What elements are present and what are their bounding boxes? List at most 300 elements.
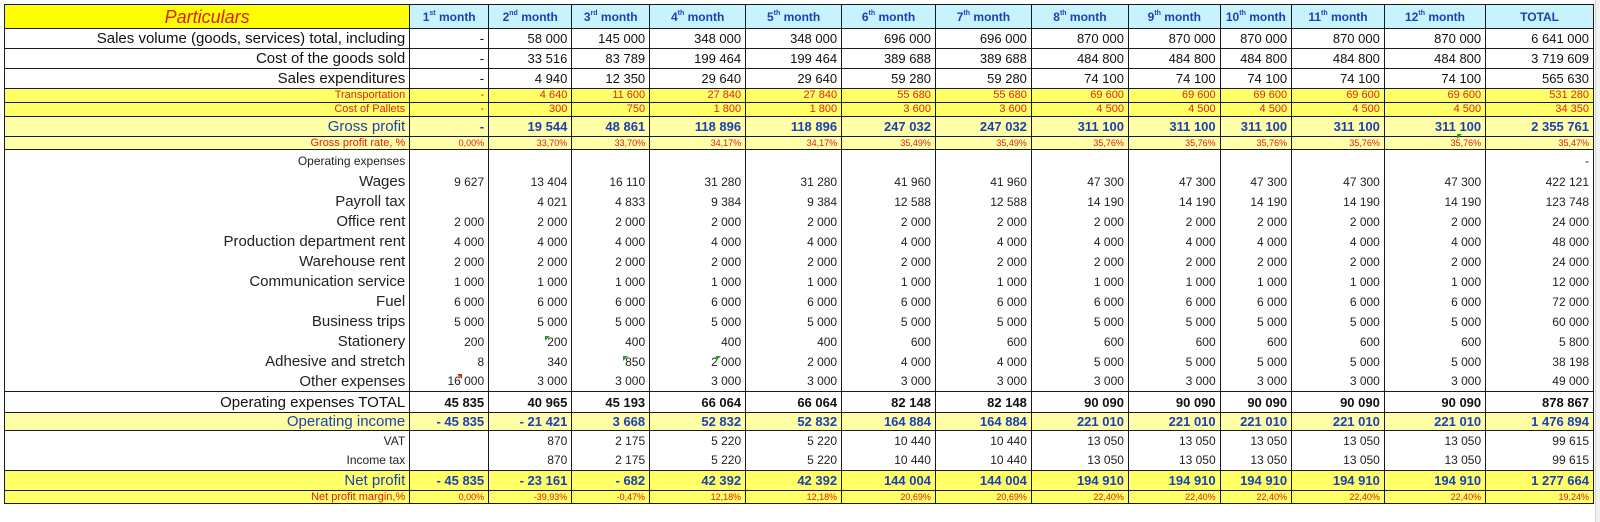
cell-month-10[interactable]: 90 090	[1220, 392, 1291, 413]
cell-month-8[interactable]: 14 190	[1031, 192, 1128, 212]
cell-month-3[interactable]: 750	[572, 103, 650, 117]
cell-month-3[interactable]: 850	[572, 352, 650, 372]
cell-total[interactable]: 878 867	[1486, 392, 1594, 413]
cell-month-2[interactable]: 2 000	[489, 252, 572, 272]
cell-month-5[interactable]: 6 000	[746, 292, 842, 312]
cell-month-2[interactable]: 870	[489, 431, 572, 451]
cell-month-8[interactable]: 6 000	[1031, 292, 1128, 312]
cell-month-9[interactable]: 3 000	[1128, 372, 1220, 392]
cell-month-9[interactable]: 5 000	[1128, 312, 1220, 332]
row-label[interactable]: Net profit	[5, 471, 410, 491]
cell-month-12[interactable]: 484 800	[1384, 49, 1485, 69]
cell-month-2[interactable]: 58 000	[489, 29, 572, 49]
cell-month-2[interactable]: -39,93%	[489, 491, 572, 504]
cell-month-10[interactable]: 870 000	[1220, 29, 1291, 49]
cell-month-1[interactable]: 4 000	[410, 232, 489, 252]
cell-month-9[interactable]: 5 000	[1128, 352, 1220, 372]
cell-month-2[interactable]: 13 404	[489, 172, 572, 192]
cell-month-7[interactable]: 35,49%	[935, 137, 1031, 150]
cell-month-1[interactable]: 2 000	[410, 252, 489, 272]
cell-month-4[interactable]: 348 000	[650, 29, 746, 49]
row-label[interactable]: Production department rent	[5, 232, 410, 252]
cell-month-6[interactable]: 247 032	[842, 117, 936, 137]
cell-month-9[interactable]: 870 000	[1128, 29, 1220, 49]
cell-month-7[interactable]: 10 440	[935, 431, 1031, 451]
cell-month-3[interactable]: - 682	[572, 471, 650, 491]
cell-month-5[interactable]: 348 000	[746, 29, 842, 49]
cell-month-3[interactable]: 12 350	[572, 69, 650, 89]
row-label[interactable]: Fuel	[5, 292, 410, 312]
header-month-8[interactable]	[1031, 5, 1128, 29]
cell-month-2[interactable]: 5 000	[489, 312, 572, 332]
cell-month-8[interactable]: 3 000	[1031, 372, 1128, 392]
row-label[interactable]: Net profit margin,%	[5, 491, 410, 504]
cell-month-6[interactable]: 696 000	[842, 29, 936, 49]
cell-month-5[interactable]: 2 000	[746, 352, 842, 372]
cell-month-3[interactable]: 48 861	[572, 117, 650, 137]
cell-month-1[interactable]: 16 000	[410, 372, 489, 392]
row-label[interactable]: Gross profit rate, %	[5, 137, 410, 150]
cell-month-3[interactable]: 400	[572, 332, 650, 352]
cell-month-6[interactable]: 10 440	[842, 451, 936, 471]
cell-month-6[interactable]: 55 680	[842, 89, 936, 103]
cell-month-12[interactable]: 74 100	[1384, 69, 1485, 89]
cell-month-7[interactable]	[935, 150, 1031, 172]
cell-month-1[interactable]: -	[410, 117, 489, 137]
cell-month-3[interactable]: 2 000	[572, 252, 650, 272]
cell-month-12[interactable]: 1 000	[1384, 272, 1485, 292]
cell-month-6[interactable]: 59 280	[842, 69, 936, 89]
cell-total[interactable]: 12 000	[1486, 272, 1594, 292]
cell-month-4[interactable]: 42 392	[650, 471, 746, 491]
cell-month-1[interactable]: -	[410, 89, 489, 103]
cell-month-8[interactable]: 74 100	[1031, 69, 1128, 89]
cell-month-4[interactable]: 1 800	[650, 103, 746, 117]
cell-month-12[interactable]: 221 010	[1384, 413, 1485, 431]
cell-month-6[interactable]: 600	[842, 332, 936, 352]
cell-month-9[interactable]: 22,40%	[1128, 491, 1220, 504]
cell-month-11[interactable]: 484 800	[1292, 49, 1385, 69]
cell-total[interactable]: 1 277 664	[1486, 471, 1594, 491]
cell-month-2[interactable]: 40 965	[489, 392, 572, 413]
cell-month-1[interactable]: 0,00%	[410, 491, 489, 504]
cell-month-11[interactable]: 221 010	[1292, 413, 1385, 431]
cell-month-3[interactable]: 4 000	[572, 232, 650, 252]
header-month-6[interactable]	[842, 5, 936, 29]
cell-month-7[interactable]: 1 000	[935, 272, 1031, 292]
cell-total[interactable]: 48 000	[1486, 232, 1594, 252]
cell-month-11[interactable]: 194 910	[1292, 471, 1385, 491]
cell-month-7[interactable]: 600	[935, 332, 1031, 352]
cell-month-12[interactable]: 2 000	[1384, 212, 1485, 232]
cell-month-4[interactable]: 2 000	[650, 212, 746, 232]
cell-month-12[interactable]: 5 000	[1384, 312, 1485, 332]
cell-month-2[interactable]	[489, 150, 572, 172]
cell-month-11[interactable]: 4 500	[1292, 103, 1385, 117]
cell-month-7[interactable]: 10 440	[935, 451, 1031, 471]
header-month-4[interactable]	[650, 5, 746, 29]
cell-month-4[interactable]: 2 000	[650, 252, 746, 272]
cell-month-9[interactable]: 221 010	[1128, 413, 1220, 431]
cell-month-4[interactable]: 52 832	[650, 413, 746, 431]
cell-month-7[interactable]: 696 000	[935, 29, 1031, 49]
cell-month-3[interactable]: 11 600	[572, 89, 650, 103]
cell-month-8[interactable]: 4 000	[1031, 232, 1128, 252]
cell-month-12[interactable]: 311 100	[1384, 117, 1485, 137]
cell-month-9[interactable]: 2 000	[1128, 252, 1220, 272]
cell-month-9[interactable]: 14 190	[1128, 192, 1220, 212]
cell-total[interactable]: 19,24%	[1486, 491, 1594, 504]
cell-month-6[interactable]: 82 148	[842, 392, 936, 413]
cell-month-7[interactable]: 20,69%	[935, 491, 1031, 504]
cell-month-1[interactable]: -	[410, 49, 489, 69]
cell-month-4[interactable]	[650, 150, 746, 172]
cell-month-12[interactable]: 22,40%	[1384, 491, 1485, 504]
cell-month-11[interactable]: 13 050	[1292, 451, 1385, 471]
cell-month-8[interactable]: 35,76%	[1031, 137, 1128, 150]
cell-month-4[interactable]: 199 464	[650, 49, 746, 69]
cell-month-10[interactable]: 14 190	[1220, 192, 1291, 212]
cell-month-6[interactable]: 4 000	[842, 232, 936, 252]
cell-month-9[interactable]: 4 000	[1128, 232, 1220, 252]
cell-month-10[interactable]: 69 600	[1220, 89, 1291, 103]
cell-month-10[interactable]: 1 000	[1220, 272, 1291, 292]
cell-month-7[interactable]: 12 588	[935, 192, 1031, 212]
cell-month-5[interactable]: 31 280	[746, 172, 842, 192]
header-month-10[interactable]	[1220, 5, 1291, 29]
cell-month-11[interactable]: 35,76%	[1292, 137, 1385, 150]
header-month-2[interactable]	[489, 5, 572, 29]
cell-month-11[interactable]	[1292, 150, 1385, 172]
cell-month-7[interactable]: 2 000	[935, 212, 1031, 232]
row-label[interactable]: Operating expenses	[5, 150, 410, 172]
cell-month-5[interactable]: 29 640	[746, 69, 842, 89]
cell-month-10[interactable]: 13 050	[1220, 451, 1291, 471]
cell-month-10[interactable]: 47 300	[1220, 172, 1291, 192]
cell-total[interactable]: -	[1486, 150, 1594, 172]
cell-month-6[interactable]: 5 000	[842, 312, 936, 332]
cell-month-4[interactable]: 29 640	[650, 69, 746, 89]
cell-month-6[interactable]: 12 588	[842, 192, 936, 212]
cell-month-9[interactable]: 484 800	[1128, 49, 1220, 69]
cell-month-10[interactable]	[1220, 150, 1291, 172]
cell-month-2[interactable]: - 21 421	[489, 413, 572, 431]
cell-month-3[interactable]: 83 789	[572, 49, 650, 69]
cell-month-4[interactable]: 31 280	[650, 172, 746, 192]
cell-month-11[interactable]: 3 000	[1292, 372, 1385, 392]
cell-month-7[interactable]: 3 000	[935, 372, 1031, 392]
cell-month-8[interactable]: 311 100	[1031, 117, 1128, 137]
cell-month-11[interactable]: 4 000	[1292, 232, 1385, 252]
cell-month-1[interactable]	[410, 192, 489, 212]
cell-month-8[interactable]: 5 000	[1031, 312, 1128, 332]
cell-month-12[interactable]: 870 000	[1384, 29, 1485, 49]
cell-month-11[interactable]: 6 000	[1292, 292, 1385, 312]
cell-month-3[interactable]	[572, 150, 650, 172]
cell-month-9[interactable]: 6 000	[1128, 292, 1220, 312]
cell-total[interactable]: 60 000	[1486, 312, 1594, 332]
cell-month-2[interactable]: 200	[489, 332, 572, 352]
cell-month-5[interactable]: 118 896	[746, 117, 842, 137]
cell-month-2[interactable]: 4 000	[489, 232, 572, 252]
cell-month-6[interactable]: 3 000	[842, 372, 936, 392]
cell-month-5[interactable]: 12,18%	[746, 491, 842, 504]
cell-total[interactable]: 72 000	[1486, 292, 1594, 312]
cell-month-1[interactable]: -	[410, 69, 489, 89]
row-label[interactable]: Payroll tax	[5, 192, 410, 212]
cell-month-4[interactable]: 27 840	[650, 89, 746, 103]
row-label[interactable]: Operating expenses TOTAL	[5, 392, 410, 413]
cell-month-6[interactable]: 20,69%	[842, 491, 936, 504]
cell-month-12[interactable]: 35,76%	[1384, 137, 1485, 150]
cell-month-9[interactable]: 1 000	[1128, 272, 1220, 292]
cell-month-4[interactable]: 5 220	[650, 431, 746, 451]
cell-month-11[interactable]: 14 190	[1292, 192, 1385, 212]
cell-month-1[interactable]: 9 627	[410, 172, 489, 192]
row-label[interactable]: Communication service	[5, 272, 410, 292]
cell-total[interactable]: 34 350	[1486, 103, 1594, 117]
cell-month-11[interactable]: 90 090	[1292, 392, 1385, 413]
cell-month-12[interactable]: 90 090	[1384, 392, 1485, 413]
cell-month-3[interactable]: 2 175	[572, 451, 650, 471]
cell-month-4[interactable]: 9 384	[650, 192, 746, 212]
row-label[interactable]: Wages	[5, 172, 410, 192]
cell-month-2[interactable]: 33 516	[489, 49, 572, 69]
cell-month-5[interactable]: 1 000	[746, 272, 842, 292]
cell-month-7[interactable]: 4 000	[935, 232, 1031, 252]
cell-month-6[interactable]: 41 960	[842, 172, 936, 192]
cell-month-9[interactable]: 74 100	[1128, 69, 1220, 89]
cell-month-4[interactable]: 400	[650, 332, 746, 352]
cell-month-10[interactable]: 2 000	[1220, 212, 1291, 232]
cell-total[interactable]: 38 198	[1486, 352, 1594, 372]
cell-month-8[interactable]: 1 000	[1031, 272, 1128, 292]
cell-month-5[interactable]	[746, 150, 842, 172]
cell-month-3[interactable]: 4 833	[572, 192, 650, 212]
cell-month-5[interactable]: 2 000	[746, 252, 842, 272]
cell-month-11[interactable]: 22,40%	[1292, 491, 1385, 504]
cell-month-10[interactable]: 311 100	[1220, 117, 1291, 137]
cell-month-5[interactable]: 5 220	[746, 431, 842, 451]
cell-month-10[interactable]: 35,76%	[1220, 137, 1291, 150]
cell-total[interactable]: 99 615	[1486, 431, 1594, 451]
cell-month-1[interactable]	[410, 431, 489, 451]
cell-month-11[interactable]: 870 000	[1292, 29, 1385, 49]
cell-month-11[interactable]: 69 600	[1292, 89, 1385, 103]
cell-month-10[interactable]: 600	[1220, 332, 1291, 352]
cell-total[interactable]: 123 748	[1486, 192, 1594, 212]
cell-month-10[interactable]: 3 000	[1220, 372, 1291, 392]
cell-month-2[interactable]: 19 544	[489, 117, 572, 137]
cell-month-6[interactable]: 164 884	[842, 413, 936, 431]
cell-month-10[interactable]: 4 500	[1220, 103, 1291, 117]
cell-total[interactable]: 6 641 000	[1486, 29, 1594, 49]
cell-month-2[interactable]: 870	[489, 451, 572, 471]
cell-month-8[interactable]: 47 300	[1031, 172, 1128, 192]
cell-month-9[interactable]: 4 500	[1128, 103, 1220, 117]
cell-month-7[interactable]: 82 148	[935, 392, 1031, 413]
row-label[interactable]: Income tax	[5, 451, 410, 471]
cell-month-7[interactable]: 144 004	[935, 471, 1031, 491]
cell-month-4[interactable]: 2 000	[650, 352, 746, 372]
cell-month-2[interactable]: - 23 161	[489, 471, 572, 491]
cell-month-6[interactable]: 3 600	[842, 103, 936, 117]
cell-month-6[interactable]: 2 000	[842, 212, 936, 232]
cell-month-1[interactable]: 200	[410, 332, 489, 352]
row-label[interactable]: Adhesive and stretch	[5, 352, 410, 372]
cell-month-8[interactable]: 69 600	[1031, 89, 1128, 103]
cell-month-8[interactable]: 2 000	[1031, 252, 1128, 272]
cell-total[interactable]: 3 719 609	[1486, 49, 1594, 69]
cell-month-3[interactable]: 2 000	[572, 212, 650, 232]
cell-month-1[interactable]: 2 000	[410, 212, 489, 232]
cell-month-3[interactable]: 16 110	[572, 172, 650, 192]
cell-month-6[interactable]: 389 688	[842, 49, 936, 69]
cell-month-4[interactable]: 66 064	[650, 392, 746, 413]
cell-month-7[interactable]: 41 960	[935, 172, 1031, 192]
cell-total[interactable]: 531 280	[1486, 89, 1594, 103]
cell-month-3[interactable]: 45 193	[572, 392, 650, 413]
cell-month-8[interactable]: 90 090	[1031, 392, 1128, 413]
cell-month-5[interactable]: 34,17%	[746, 137, 842, 150]
cell-month-8[interactable]: 194 910	[1031, 471, 1128, 491]
cell-month-11[interactable]: 5 000	[1292, 312, 1385, 332]
row-label[interactable]: Cost of Pallets	[5, 103, 410, 117]
cell-month-12[interactable]: 47 300	[1384, 172, 1485, 192]
row-label[interactable]: Cost of the goods sold	[5, 49, 410, 69]
vertical-scrollbar[interactable]	[1595, 0, 1600, 522]
cell-month-11[interactable]: 311 100	[1292, 117, 1385, 137]
cell-month-5[interactable]: 3 000	[746, 372, 842, 392]
cell-month-10[interactable]: 4 000	[1220, 232, 1291, 252]
cell-month-5[interactable]: 52 832	[746, 413, 842, 431]
cell-month-4[interactable]: 3 000	[650, 372, 746, 392]
header-month-9[interactable]	[1128, 5, 1220, 29]
cell-month-8[interactable]: 870 000	[1031, 29, 1128, 49]
cell-month-9[interactable]: 35,76%	[1128, 137, 1220, 150]
cell-month-11[interactable]: 74 100	[1292, 69, 1385, 89]
cell-total[interactable]: 1 476 894	[1486, 413, 1594, 431]
row-label[interactable]: Operating income	[5, 413, 410, 431]
cell-month-1[interactable]: 45 835	[410, 392, 489, 413]
cell-month-6[interactable]: 6 000	[842, 292, 936, 312]
cell-total[interactable]: 2 355 761	[1486, 117, 1594, 137]
cell-month-10[interactable]: 13 050	[1220, 431, 1291, 451]
header-month-5[interactable]	[746, 5, 842, 29]
cell-month-9[interactable]: 13 050	[1128, 451, 1220, 471]
cell-month-6[interactable]: 1 000	[842, 272, 936, 292]
cell-month-10[interactable]: 484 800	[1220, 49, 1291, 69]
cell-month-4[interactable]: 5 000	[650, 312, 746, 332]
cell-month-1[interactable]	[410, 451, 489, 471]
cell-month-9[interactable]: 69 600	[1128, 89, 1220, 103]
cell-month-4[interactable]: 1 000	[650, 272, 746, 292]
cell-month-6[interactable]: 10 440	[842, 431, 936, 451]
cell-month-12[interactable]: 3 000	[1384, 372, 1485, 392]
header-total[interactable]: TOTAL	[1486, 5, 1594, 29]
cell-month-8[interactable]: 484 800	[1031, 49, 1128, 69]
cell-month-8[interactable]: 5 000	[1031, 352, 1128, 372]
cell-month-1[interactable]: 0,00%	[410, 137, 489, 150]
cell-month-2[interactable]: 3 000	[489, 372, 572, 392]
cell-month-12[interactable]	[1384, 150, 1485, 172]
cell-month-11[interactable]: 13 050	[1292, 431, 1385, 451]
cell-month-3[interactable]: -0,47%	[572, 491, 650, 504]
cell-month-5[interactable]: 5 220	[746, 451, 842, 471]
cell-month-1[interactable]: 1 000	[410, 272, 489, 292]
cell-month-9[interactable]: 47 300	[1128, 172, 1220, 192]
cell-month-12[interactable]: 13 050	[1384, 451, 1485, 471]
cell-month-1[interactable]: 5 000	[410, 312, 489, 332]
cell-month-2[interactable]: 340	[489, 352, 572, 372]
cell-month-7[interactable]: 247 032	[935, 117, 1031, 137]
cell-month-12[interactable]: 600	[1384, 332, 1485, 352]
row-label[interactable]: Gross profit	[5, 117, 410, 137]
cell-month-4[interactable]: 12,18%	[650, 491, 746, 504]
row-label[interactable]: Office rent	[5, 212, 410, 232]
cell-month-5[interactable]: 2 000	[746, 212, 842, 232]
header-month-11[interactable]	[1292, 5, 1385, 29]
cell-month-5[interactable]: 9 384	[746, 192, 842, 212]
cell-month-7[interactable]: 389 688	[935, 49, 1031, 69]
cell-month-3[interactable]: 5 000	[572, 312, 650, 332]
row-label[interactable]: Transportation	[5, 89, 410, 103]
cell-month-8[interactable]: 4 500	[1031, 103, 1128, 117]
header-month-3[interactable]	[572, 5, 650, 29]
header-title[interactable]: Particulars	[5, 5, 410, 29]
cell-month-7[interactable]: 6 000	[935, 292, 1031, 312]
header-month-1[interactable]	[410, 5, 489, 29]
cell-total[interactable]: 35,47%	[1486, 137, 1594, 150]
cell-month-1[interactable]: 8	[410, 352, 489, 372]
cell-month-8[interactable]: 22,40%	[1031, 491, 1128, 504]
cell-month-9[interactable]: 600	[1128, 332, 1220, 352]
cell-month-9[interactable]: 13 050	[1128, 431, 1220, 451]
cell-month-9[interactable]: 90 090	[1128, 392, 1220, 413]
cell-month-11[interactable]: 5 000	[1292, 352, 1385, 372]
cell-month-9[interactable]	[1128, 150, 1220, 172]
cell-month-3[interactable]: 1 000	[572, 272, 650, 292]
cell-month-3[interactable]: 2 175	[572, 431, 650, 451]
cell-month-7[interactable]: 2 000	[935, 252, 1031, 272]
cell-month-10[interactable]: 221 010	[1220, 413, 1291, 431]
cell-month-1[interactable]: - 45 835	[410, 471, 489, 491]
cell-total[interactable]: 49 000	[1486, 372, 1594, 392]
row-label[interactable]: Business trips	[5, 312, 410, 332]
cell-month-6[interactable]	[842, 150, 936, 172]
cell-total[interactable]: 99 615	[1486, 451, 1594, 471]
cell-month-5[interactable]: 27 840	[746, 89, 842, 103]
cell-month-3[interactable]: 3 000	[572, 372, 650, 392]
cell-month-2[interactable]: 4 021	[489, 192, 572, 212]
cell-month-2[interactable]: 4 940	[489, 69, 572, 89]
row-label[interactable]: Sales volume (goods, services) total, including	[5, 29, 410, 49]
cell-month-7[interactable]: 5 000	[935, 312, 1031, 332]
cell-month-1[interactable]: 6 000	[410, 292, 489, 312]
cell-month-8[interactable]: 600	[1031, 332, 1128, 352]
row-label[interactable]: VAT	[5, 431, 410, 451]
cell-month-10[interactable]: 2 000	[1220, 252, 1291, 272]
cell-month-9[interactable]: 311 100	[1128, 117, 1220, 137]
cell-month-2[interactable]: 33,70%	[489, 137, 572, 150]
cell-month-9[interactable]: 194 910	[1128, 471, 1220, 491]
cell-month-6[interactable]: 4 000	[842, 352, 936, 372]
cell-month-12[interactable]: 4 000	[1384, 232, 1485, 252]
cell-month-1[interactable]: -	[410, 29, 489, 49]
cell-month-1[interactable]	[410, 150, 489, 172]
row-label[interactable]: Warehouse rent	[5, 252, 410, 272]
cell-total[interactable]: 24 000	[1486, 212, 1594, 232]
